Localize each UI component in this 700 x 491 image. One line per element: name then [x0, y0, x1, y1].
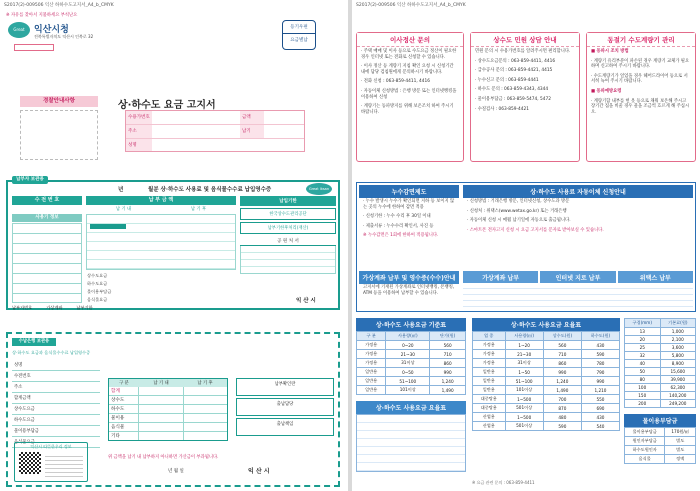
receipt-year: 년	[118, 187, 124, 193]
leak-title: 누수감면제도	[359, 185, 459, 198]
table-cell: 13	[625, 328, 661, 336]
winter-text-3: · 수도계량기가 얼었을 경우 헤어드라이어 등으로 서서히 녹여 주시기 바랍니다.	[591, 73, 688, 85]
receipt-tab: 납부자 보관용	[12, 176, 48, 184]
table-cell: 1,240	[543, 377, 581, 386]
col-amount: 납 부 금 액	[86, 196, 236, 205]
notice-line: ※ 자유를 찾아서 지불하세요 부칙난요	[6, 13, 78, 18]
table-cell: 710	[543, 350, 581, 359]
account-virtual: 가상계좌	[46, 305, 63, 310]
table-cell: 780	[581, 359, 619, 368]
table-cell: 700	[543, 395, 581, 404]
table-cell: 1,240	[430, 377, 466, 386]
print-header-code-right: S2017(2)-009506 익산 하하수도고지서_A4_b_CMYK	[356, 3, 466, 8]
table-cell: 가정용	[473, 341, 506, 350]
sub-after: 납 기 후	[190, 207, 207, 212]
middle-info-section	[356, 182, 696, 312]
account-payer-no: 납부자번호	[12, 305, 33, 310]
payment-place: 공 원 처 서	[240, 238, 336, 246]
sub-due: 납 기 내	[115, 207, 132, 212]
center-head-after: 납 기 후	[197, 381, 213, 386]
table-cell: 50	[625, 368, 661, 376]
rate-table-2-mini-title: 상·하수도 사용요금 요율표	[356, 401, 466, 414]
usage-grid	[12, 223, 82, 303]
center-head-cat: 구 분	[119, 381, 129, 386]
field-label-name: 성명	[126, 139, 152, 151]
table-cell: 990	[543, 368, 581, 377]
pay-tab-giro: 인터넷 지로 납부	[540, 271, 615, 284]
table-cell: 200	[625, 400, 661, 408]
charge-grid	[624, 427, 696, 464]
table-cell: 1,490	[543, 386, 581, 395]
table-cell: 790	[581, 368, 619, 377]
right-label-due: 납입기한	[240, 196, 336, 206]
center-head-due: 납 기 내	[153, 381, 169, 386]
bill-back-page	[352, 0, 700, 491]
stamp-line-2: 요금별납	[290, 38, 308, 43]
table-cell: 8,900	[660, 360, 695, 368]
leak-text-2: · 신청기한 : 누수 수리 후 30일 이내	[363, 214, 431, 220]
table-cell: 물이용부담금	[625, 428, 665, 437]
leak-text-1: · 누수 발생시 누수가 확인되면 지하 등 보이지 않는 곳의 누수에 한하여 감면 적용	[363, 199, 455, 210]
bank-field-food: 음식물요금	[12, 437, 100, 448]
table-cell: 51~100	[386, 377, 430, 386]
col-customer-no: 수 전 번 호	[12, 196, 82, 205]
bank-field-sewer: 하수도요금	[12, 415, 100, 426]
table-cell: 1,490	[430, 386, 466, 395]
qr-code-icon	[19, 452, 41, 474]
rt-head-1: 사용량(㎥)	[505, 332, 543, 341]
side-label: 경찰안내사항	[20, 96, 98, 107]
receipt-sign: 익 산 시	[296, 298, 316, 304]
consult-text-2: · 상수도요금문의 : 063-859-4411, 4416	[475, 58, 556, 64]
bank-notice-red: 위 금액을 납기 내 납부하지 아니하면 가산금이 부과됩니다.	[108, 455, 219, 460]
right-label-agency: 한국상수도관리공단	[240, 208, 336, 220]
table-cell: 590	[581, 350, 619, 359]
postage-stamp	[282, 20, 316, 50]
table-cell: 101이상	[505, 386, 543, 395]
table-cell: 25	[625, 344, 661, 352]
city-logo: Great Iksan	[8, 22, 30, 38]
rate-table	[472, 318, 620, 431]
rt-head-0: 업 종	[473, 332, 506, 341]
color-marker	[90, 224, 126, 229]
table-cell: 249,200	[660, 400, 695, 408]
leak-text-4: ※ 누수감면은 1회에 한하여 적용됩니다.	[363, 233, 439, 239]
table-cell: 540	[581, 422, 619, 431]
table-cell: 100	[625, 384, 661, 392]
table-cell: 1~500	[505, 395, 543, 404]
moving-info-box	[356, 32, 464, 162]
table-cell: 990	[581, 377, 619, 386]
winter-title: 동절기 수도계량기 관리	[587, 33, 695, 47]
table-cell: 501이상	[505, 404, 543, 413]
center-row-water: 상수도	[109, 396, 139, 404]
table-cell: 690	[581, 404, 619, 413]
consult-text-5: · 하수도 문의 : 063-859-4343, 4344	[475, 87, 549, 93]
city-name: 익산시청	[34, 25, 69, 35]
bank-date: 년 월 일	[168, 469, 184, 474]
pay-tab-wetax: 위택스 납부	[618, 271, 693, 284]
table-cell: 1~20	[505, 341, 543, 350]
moving-info-text-4: · 자동이체 신청방법 : 은행 방문 또는 인터넷뱅킹을 이용하여 신청	[361, 88, 457, 100]
bank-copy	[6, 332, 340, 487]
table-cell: 대중탕용	[473, 395, 506, 404]
table-cell: 560	[543, 341, 581, 350]
winter-text-1: ■ 동파시 조치 방법	[591, 49, 629, 54]
bank-field-name: 성명	[12, 360, 100, 371]
table-cell: 21~30	[386, 350, 430, 359]
table-cell: 2,100	[660, 336, 695, 344]
moving-info-text-3: · 전화 신청 : 063-859-4411, 4416	[361, 79, 430, 85]
virtual-title: 가상계좌 납부 및 영수증(수수)안내	[359, 271, 459, 284]
autopay-text	[463, 197, 693, 235]
table-cell: 710	[430, 350, 466, 359]
payer-receipt	[6, 177, 340, 310]
right-label-after: 납부기한후처리(재산)	[240, 222, 336, 234]
moving-info-title: 이사정산 문의	[357, 33, 463, 47]
moving-info-text-2: · 이사 정산 등 계량기 지침 확인 요청 시 신청기간 내에 담당 검침원에게 문의하시기 바랍니다.	[361, 64, 454, 75]
table-cell: 31이상	[505, 359, 543, 368]
qr-text-lines	[45, 453, 83, 477]
winter-box	[586, 32, 696, 162]
rate-basis-extra-lines	[356, 414, 466, 472]
table-cell: 590	[543, 422, 581, 431]
moving-info-text-5: · 계량기는 동파방지를 위해 보온조치 하여 주시기 바랍니다.	[361, 104, 454, 115]
table-cell: 산업용	[473, 422, 506, 431]
table-cell: 하수도원인자	[625, 446, 665, 455]
table-cell: 170원/㎥	[665, 428, 696, 437]
detail-list	[86, 272, 236, 304]
table-cell: 430	[581, 341, 619, 350]
rb-head-0: 구 분	[357, 332, 386, 341]
table-cell: 1,000	[660, 328, 695, 336]
rb-head-2: 단가(원)	[430, 332, 466, 341]
center-row-sewer: 하수도	[109, 405, 139, 413]
winter-text-5: · 계량기함 내부를 헌 옷 등으로 채워 보온해 주시고 장기간 집을 비울 경우 물을 조금씩 흐르게 해 주십시오.	[591, 98, 690, 115]
autopay-text-4: · 스마트폰 전자고지 신청 시 요금 고지서를 문자로 받아보실 수 있습니다.	[467, 227, 604, 233]
rate-basis-table	[356, 318, 466, 472]
back-footer: ※ 요금 관련 문의 : 063-859-4411	[472, 480, 535, 485]
consult-text-3: · 급수공사 문의 : 063-859-4421, 4415	[475, 68, 553, 74]
table-cell: 550	[581, 395, 619, 404]
table-cell: 1,210	[581, 386, 619, 395]
consult-title: 상수도 민원 상담 안내	[471, 33, 579, 47]
field-label-due: 납기	[240, 125, 264, 138]
table-cell: 560	[430, 341, 466, 350]
rate-table-title: 상·하수도 사용요금 요율표	[472, 318, 620, 331]
center-row-total: 합계	[109, 387, 139, 395]
table-cell: 가정용	[357, 359, 386, 368]
consult-box	[470, 32, 580, 162]
qr-box	[14, 442, 88, 482]
bank-sign: 익 산 시	[248, 468, 270, 475]
rate-grid	[472, 331, 620, 431]
payment-place-grid	[240, 246, 336, 274]
table-cell: 대중탕용	[473, 404, 506, 413]
winter-text-2: · 계량기 유리부분이 파손된 경우 계량기 교체가 필요하며 신고하여 주시기 바랍니다.	[591, 58, 690, 70]
table-cell: 990	[430, 368, 466, 377]
table-cell: 860	[430, 359, 466, 368]
bank-field-total: 합계금액	[12, 393, 100, 404]
table-cell: 1~50	[505, 368, 543, 377]
receipt-logo: Great Iksan	[306, 183, 332, 195]
rb-head-1: 사용량(㎥)	[386, 332, 430, 341]
table-cell: 별도	[665, 437, 696, 446]
postal-code-box	[14, 44, 54, 51]
table-cell: 0~50	[386, 368, 430, 377]
table-cell: 일반용	[357, 368, 386, 377]
ms-head-0: 구경(mm)	[625, 319, 661, 328]
rt-head-2: 상수도(원)	[543, 332, 581, 341]
detail-sewer: 하수도요금	[87, 281, 108, 286]
consult-text-7: · 수질검사 : 063-859-4421	[475, 106, 529, 112]
print-header-code: S2017(2)-009506 익산 하하수도고지서_A4_b_CMYK	[4, 3, 114, 8]
stamp-line-1: 등기우편	[283, 21, 315, 34]
table-cell: 가정용	[473, 359, 506, 368]
autopay-text-2: · 신청처 : 위택스(www.wetax.go.kr) 또는 거래은행	[467, 208, 567, 214]
rate-basis-grid	[356, 331, 466, 395]
autopay-title: 상·하수도 사용료 자동이체 신청안내	[463, 185, 693, 198]
charge-title: 물이용부담금	[624, 414, 696, 427]
table-cell: 일반용	[357, 377, 386, 386]
field-label-no: 수용가번호	[126, 111, 152, 124]
table-cell: 일반용	[473, 377, 506, 386]
bank-field-water: 상수도요금	[12, 404, 100, 415]
table-cell: 정액	[665, 455, 696, 464]
bank-field-charge: 물이용부담금	[12, 426, 100, 437]
field-label-amount: 금액	[240, 111, 264, 124]
center-row-use: 물이용	[109, 414, 139, 422]
leak-text-3: · 제출서류 : 누수수리 확인서, 사진 등	[363, 223, 434, 229]
consult-text-6: · 물이용부담금 : 063-859-5474, 5472	[475, 96, 551, 102]
table-cell: 40	[625, 360, 661, 368]
bank-field-no: 수전번호	[12, 371, 100, 382]
ms-head-1: 기본료(원)	[660, 319, 695, 328]
rate-basis-title: 상·하수도 사용요금 기준표	[356, 318, 466, 331]
field-label-address: 주소	[126, 125, 152, 138]
meter-grid	[624, 318, 696, 408]
stamp-confirm: 납부확인란	[236, 378, 334, 396]
stamp-chief: 출납책임	[236, 418, 334, 436]
table-cell: 1~500	[505, 413, 543, 422]
table-cell: 51~100	[505, 377, 543, 386]
table-cell: 80	[625, 376, 661, 384]
table-cell: 150	[625, 392, 661, 400]
city-address: 전북특별자치도 익산시 인북로 32	[34, 34, 94, 39]
table-cell: 860	[543, 359, 581, 368]
table-cell: 일반용	[357, 386, 386, 395]
autopay-text-3: · 자동이체 신청 시 매월 납기일에 자동으로 출금됩니다.	[467, 218, 571, 224]
table-cell: 20	[625, 336, 661, 344]
leak-text	[359, 197, 459, 241]
meter-size-table	[624, 318, 696, 464]
table-cell: 원인자부담금	[625, 437, 665, 446]
center-row-etc: 기타	[109, 432, 139, 440]
stamp-column	[236, 378, 334, 436]
table-cell: 870	[543, 404, 581, 413]
table-cell: 501이상	[505, 422, 543, 431]
right-label-column	[240, 196, 336, 274]
table-cell: 별도	[665, 446, 696, 455]
autopay-text-1: · 신청방법 : 거래은행 방문, 인터넷신청, 상수도과 방문	[467, 199, 570, 204]
bank-tab: 수납은행 보관용	[12, 338, 56, 346]
table-cell: 62,300	[660, 384, 695, 392]
table-cell: 일반용	[473, 386, 506, 395]
detail-charge: 물이용부담금	[87, 289, 112, 294]
rt-head-3: 하수도(원)	[581, 332, 619, 341]
table-cell: 가정용	[473, 350, 506, 359]
winter-text-4: ■ 동파예방요령	[591, 88, 622, 94]
account-deadline: 납부기한	[76, 305, 93, 310]
detail-water: 상수도요금	[87, 273, 108, 278]
table-cell: 0~20	[386, 341, 430, 350]
table-cell: 21~30	[505, 350, 543, 359]
bank-field-list	[12, 360, 100, 448]
bill-title: 상·하수도 요금 고지서	[118, 100, 216, 111]
stamp-clerk: 출납담당	[236, 398, 334, 416]
table-cell: 음식물	[625, 455, 665, 464]
receipt-title: 월분 상·하수도 사용료 및 음식물수수료 납입영수증	[148, 187, 272, 193]
consult-text-1: 민원 문의 시 수용가번호를 알려주시면 편리합니다.	[475, 49, 571, 54]
qr-title: 익산시 따뜻한우리 정보	[30, 444, 72, 449]
table-cell: 480	[543, 413, 581, 422]
table-cell: 101이상	[386, 386, 430, 395]
bill-front-page	[0, 0, 348, 491]
bank-field-address: 주소	[12, 382, 100, 393]
table-cell: 가정용	[357, 341, 386, 350]
account-row	[12, 305, 93, 311]
table-cell: 31이상	[386, 359, 430, 368]
table-cell: 가정용	[357, 350, 386, 359]
consult-text-4: · 누수신고 문의 : 063-859-4441	[475, 77, 539, 83]
left-note-area	[20, 110, 98, 160]
virtual-text	[359, 283, 459, 298]
bank-subtitle: 상·하수도 요금과 음식물수수료 납입영수증	[12, 350, 91, 355]
virtual-text-1: 고지서에 기재된 가상계좌로 인터넷뱅킹, 폰뱅킹, ATM 등을 이용하여 납부할 수 있습니다.	[363, 285, 455, 296]
table-cell: 32	[625, 352, 661, 360]
table-cell: 일반용	[473, 368, 506, 377]
center-row-food: 음식물	[109, 423, 139, 431]
center-table	[108, 378, 228, 441]
table-cell: 15,600	[660, 368, 695, 376]
table-cell: 5,800	[660, 352, 695, 360]
table-cell: 3,600	[660, 344, 695, 352]
bill-info-box	[125, 110, 305, 152]
usage-header: 사용기 정보	[12, 214, 82, 222]
detail-food: 음식물요금	[87, 297, 108, 302]
table-cell: 140,200	[660, 392, 695, 400]
pay-tab-virtual: 가상계좌 납부	[463, 271, 538, 284]
table-cell: 산업용	[473, 413, 506, 422]
table-cell: 430	[581, 413, 619, 422]
moving-info-text-1: · 주택 매매 및 이사 등으로 수도요금 정산이 필요한 경우 인터넷 또는 전화로 신청할 수 있습니다.	[361, 49, 457, 60]
table-cell: 39,900	[660, 376, 695, 384]
payment-method-lines	[463, 283, 693, 309]
amount-grid	[86, 214, 236, 270]
